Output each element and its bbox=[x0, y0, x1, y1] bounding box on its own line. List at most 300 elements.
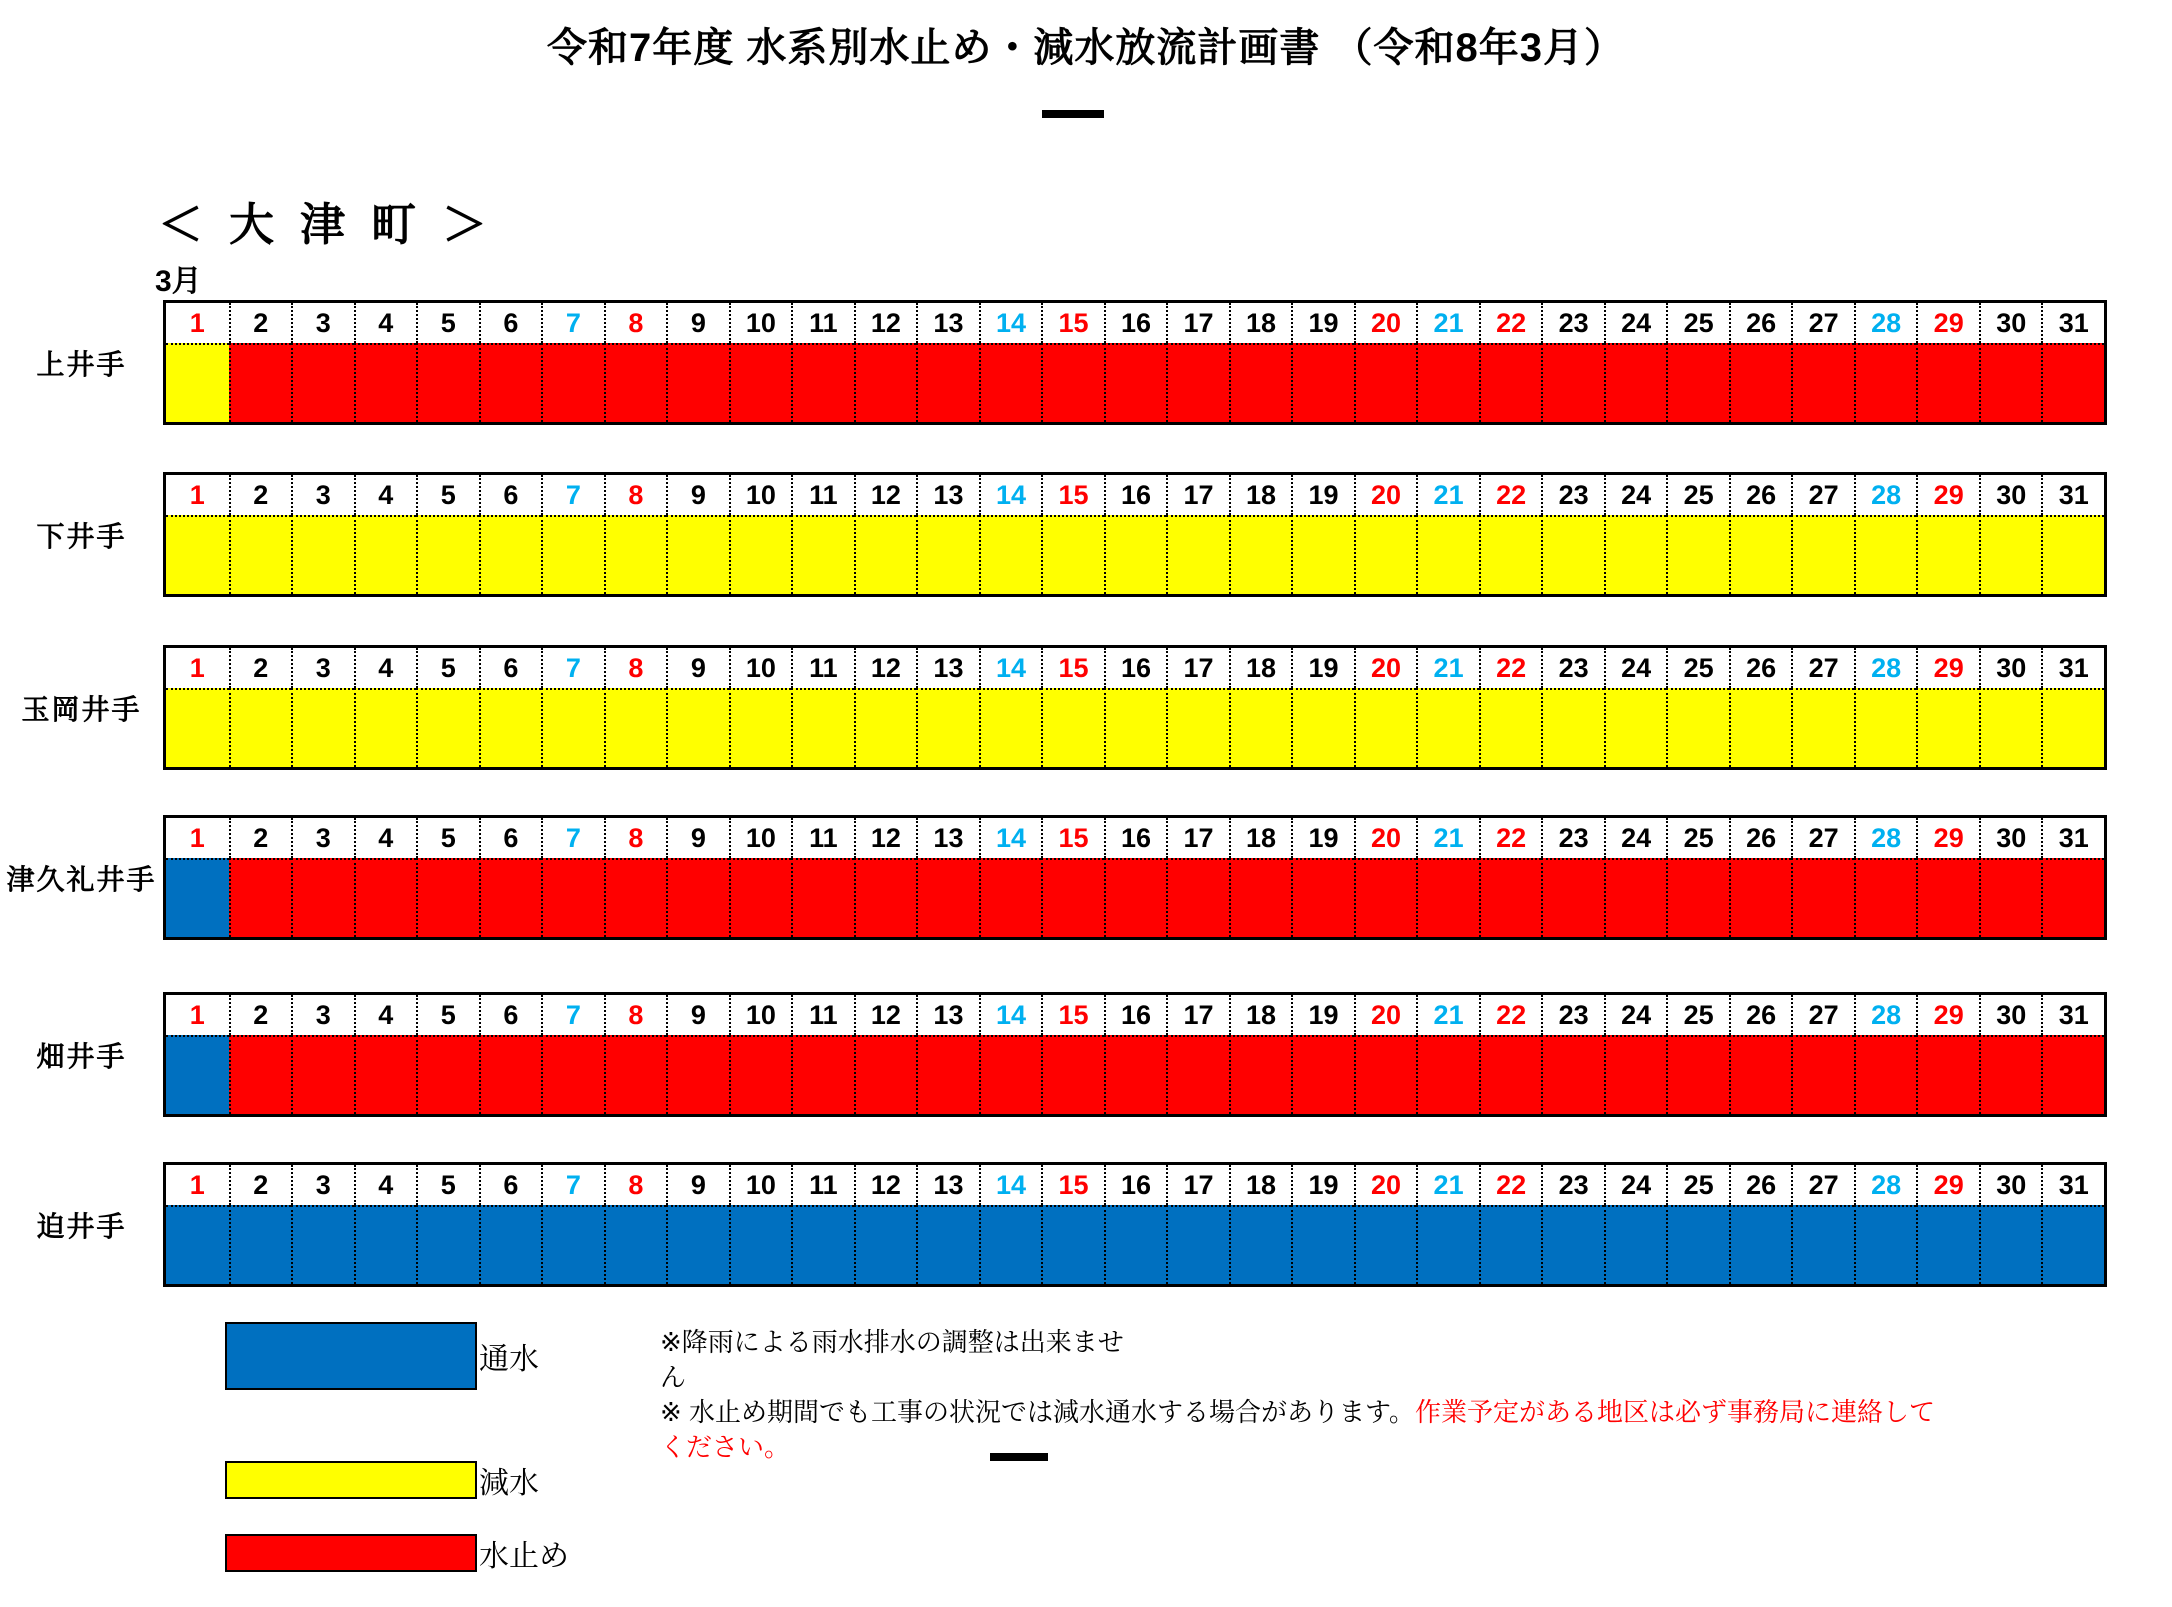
day-column bbox=[604, 995, 667, 1114]
schedule-cell-stop bbox=[729, 343, 792, 422]
day-column bbox=[1041, 995, 1104, 1114]
day-number: 13 bbox=[916, 995, 979, 1035]
day-number: 21 bbox=[1416, 475, 1479, 515]
schedule-cell-stop bbox=[354, 1035, 417, 1114]
schedule-cell-reduce bbox=[1854, 515, 1917, 594]
day-number: 23 bbox=[1541, 475, 1604, 515]
calendar-grid bbox=[163, 300, 2107, 425]
day-number: 24 bbox=[1604, 648, 1667, 688]
day-number: 26 bbox=[1729, 995, 1792, 1035]
day-number: 23 bbox=[1541, 1165, 1604, 1205]
day-number: 9 bbox=[666, 1165, 729, 1205]
day-column bbox=[1479, 303, 1542, 422]
day-column bbox=[1354, 995, 1417, 1114]
day-number: 5 bbox=[416, 648, 479, 688]
day-number: 1 bbox=[166, 475, 229, 515]
day-column bbox=[166, 475, 229, 594]
schedule-cell-flow bbox=[229, 1205, 292, 1284]
day-number: 14 bbox=[979, 1165, 1042, 1205]
day-column bbox=[1791, 1165, 1854, 1284]
day-number: 6 bbox=[479, 1165, 542, 1205]
row-label: 迫井手 bbox=[36, 1210, 127, 1242]
schedule-cell-stop bbox=[1791, 343, 1854, 422]
day-number: 21 bbox=[1416, 648, 1479, 688]
day-column bbox=[1979, 995, 2042, 1114]
schedule-cell-flow bbox=[1416, 1205, 1479, 1284]
day-column bbox=[291, 303, 354, 422]
day-number: 9 bbox=[666, 303, 729, 343]
day-column bbox=[416, 303, 479, 422]
day-number: 2 bbox=[229, 818, 292, 858]
schedule-cell-reduce bbox=[1041, 515, 1104, 594]
day-number: 17 bbox=[1166, 995, 1229, 1035]
day-number: 24 bbox=[1604, 303, 1667, 343]
day-number: 12 bbox=[854, 1165, 917, 1205]
day-number: 31 bbox=[2041, 995, 2104, 1035]
day-column bbox=[1854, 475, 1917, 594]
schedule-cell-stop bbox=[1916, 343, 1979, 422]
day-number: 11 bbox=[791, 303, 854, 343]
day-number: 14 bbox=[979, 475, 1042, 515]
day-column bbox=[1041, 303, 1104, 422]
schedule-cell-reduce bbox=[416, 688, 479, 767]
day-number: 6 bbox=[479, 475, 542, 515]
day-number: 29 bbox=[1916, 818, 1979, 858]
schedule-cell-stop bbox=[666, 343, 729, 422]
day-number: 13 bbox=[916, 648, 979, 688]
day-column bbox=[1041, 648, 1104, 767]
day-number: 26 bbox=[1729, 648, 1792, 688]
schedule-cell-stop bbox=[416, 1035, 479, 1114]
schedule-cell-flow bbox=[1791, 1205, 1854, 1284]
note-line-3 bbox=[660, 1395, 2120, 1430]
schedule-cell-flow bbox=[479, 1205, 542, 1284]
day-column bbox=[1979, 648, 2042, 767]
schedule-cell-reduce bbox=[1291, 515, 1354, 594]
day-column bbox=[291, 818, 354, 937]
day-column bbox=[979, 303, 1042, 422]
schedule-cell-flow bbox=[1916, 1205, 1979, 1284]
day-number: 12 bbox=[854, 648, 917, 688]
schedule-row-2 bbox=[36, 472, 2107, 597]
day-column bbox=[1979, 1165, 2042, 1284]
schedule-cell-reduce bbox=[854, 515, 917, 594]
schedule-cell-flow bbox=[1041, 1205, 1104, 1284]
schedule-row-5 bbox=[36, 992, 2107, 1117]
day-number: 27 bbox=[1791, 648, 1854, 688]
schedule-cell-flow bbox=[1479, 1205, 1542, 1284]
day-column bbox=[854, 1165, 917, 1284]
schedule-cell-reduce bbox=[166, 343, 229, 422]
day-column bbox=[1291, 1165, 1354, 1284]
day-column bbox=[1916, 818, 1979, 937]
schedule-cell-flow bbox=[354, 1205, 417, 1284]
day-number: 18 bbox=[1229, 995, 1292, 1035]
day-number: 3 bbox=[291, 995, 354, 1035]
day-number: 28 bbox=[1854, 475, 1917, 515]
schedule-cell-flow bbox=[1854, 1205, 1917, 1284]
day-number: 9 bbox=[666, 995, 729, 1035]
calendar-grid bbox=[163, 992, 2107, 1117]
section-title: ＜大津町＞ bbox=[158, 199, 514, 250]
calendar-grid bbox=[163, 815, 2107, 940]
day-column bbox=[354, 303, 417, 422]
day-column bbox=[1916, 1165, 1979, 1284]
legend-swatch-flow bbox=[225, 1322, 477, 1390]
day-number: 13 bbox=[916, 475, 979, 515]
row-label: 津久礼井手 bbox=[6, 863, 157, 895]
day-column bbox=[1479, 818, 1542, 937]
schedule-cell-stop bbox=[1666, 343, 1729, 422]
day-number: 4 bbox=[354, 1165, 417, 1205]
schedule-cell-reduce bbox=[291, 515, 354, 594]
day-column bbox=[1666, 475, 1729, 594]
day-number: 31 bbox=[2041, 475, 2104, 515]
schedule-cell-reduce bbox=[1416, 688, 1479, 767]
schedule-cell-stop bbox=[416, 343, 479, 422]
day-column bbox=[854, 475, 917, 594]
schedule-cell-stop bbox=[2041, 1035, 2104, 1114]
schedule-cell-flow bbox=[541, 1205, 604, 1284]
day-column bbox=[1854, 1165, 1917, 1284]
schedule-row-4 bbox=[6, 815, 2107, 940]
day-column bbox=[354, 818, 417, 937]
day-number: 24 bbox=[1604, 818, 1667, 858]
day-column bbox=[1479, 995, 1542, 1114]
day-number: 7 bbox=[541, 648, 604, 688]
note-line-2 bbox=[660, 1360, 2120, 1395]
day-column bbox=[1541, 648, 1604, 767]
day-column bbox=[1604, 648, 1667, 767]
day-column bbox=[1791, 818, 1854, 937]
day-number: 22 bbox=[1479, 1165, 1542, 1205]
row-label: 下井手 bbox=[36, 520, 127, 552]
day-column bbox=[1104, 303, 1167, 422]
schedule-cell-flow bbox=[979, 1205, 1042, 1284]
day-number: 17 bbox=[1166, 648, 1229, 688]
schedule-cell-reduce bbox=[1416, 515, 1479, 594]
day-number: 13 bbox=[916, 818, 979, 858]
day-number: 28 bbox=[1854, 648, 1917, 688]
day-column bbox=[979, 995, 1042, 1114]
day-column bbox=[854, 995, 917, 1114]
day-number: 3 bbox=[291, 1165, 354, 1205]
day-number: 27 bbox=[1791, 818, 1854, 858]
day-column bbox=[1604, 475, 1667, 594]
schedule-cell-reduce bbox=[229, 688, 292, 767]
day-number: 16 bbox=[1104, 818, 1167, 858]
day-column bbox=[416, 648, 479, 767]
schedule-cell-reduce bbox=[1229, 688, 1292, 767]
day-number: 10 bbox=[729, 648, 792, 688]
note-2-text: ん bbox=[660, 1362, 687, 1392]
day-number: 25 bbox=[1666, 818, 1729, 858]
day-number: 16 bbox=[1104, 303, 1167, 343]
schedule-cell-reduce bbox=[1604, 515, 1667, 594]
day-number: 5 bbox=[416, 818, 479, 858]
day-number: 25 bbox=[1666, 303, 1729, 343]
day-column bbox=[1354, 475, 1417, 594]
day-number: 25 bbox=[1666, 475, 1729, 515]
day-number: 27 bbox=[1791, 475, 1854, 515]
day-column bbox=[416, 995, 479, 1114]
day-column bbox=[1416, 303, 1479, 422]
schedule-cell-stop bbox=[1604, 1035, 1667, 1114]
schedule-cell-stop bbox=[1416, 858, 1479, 937]
schedule-cell-reduce bbox=[916, 515, 979, 594]
day-column bbox=[666, 648, 729, 767]
day-column bbox=[229, 303, 292, 422]
schedule-cell-reduce bbox=[916, 688, 979, 767]
schedule-cell-stop bbox=[541, 1035, 604, 1114]
schedule-cell-stop bbox=[1541, 858, 1604, 937]
day-number: 21 bbox=[1416, 303, 1479, 343]
schedule-cell-stop bbox=[1541, 1035, 1604, 1114]
day-column bbox=[1291, 303, 1354, 422]
day-number: 15 bbox=[1041, 1165, 1104, 1205]
day-number: 11 bbox=[791, 818, 854, 858]
day-number: 17 bbox=[1166, 303, 1229, 343]
notes-block bbox=[660, 1325, 2120, 1465]
day-number: 13 bbox=[916, 1165, 979, 1205]
day-number: 18 bbox=[1229, 648, 1292, 688]
schedule-cell-reduce bbox=[354, 688, 417, 767]
day-number: 6 bbox=[479, 303, 542, 343]
day-column bbox=[2041, 995, 2104, 1114]
schedule-cell-stop bbox=[979, 1035, 1042, 1114]
schedule-row-1 bbox=[36, 300, 2107, 425]
day-number: 6 bbox=[479, 648, 542, 688]
day-column bbox=[2041, 818, 2104, 937]
day-number: 16 bbox=[1104, 475, 1167, 515]
day-column bbox=[854, 648, 917, 767]
schedule-cell-reduce bbox=[1666, 688, 1729, 767]
schedule-cell-flow bbox=[666, 1205, 729, 1284]
day-number: 22 bbox=[1479, 818, 1542, 858]
day-number: 31 bbox=[2041, 648, 2104, 688]
schedule-cell-flow bbox=[1229, 1205, 1292, 1284]
day-column bbox=[854, 303, 917, 422]
day-column bbox=[729, 818, 792, 937]
day-number: 20 bbox=[1354, 475, 1417, 515]
day-column bbox=[1479, 1165, 1542, 1284]
schedule-cell-stop bbox=[1104, 1035, 1167, 1114]
day-number: 30 bbox=[1979, 303, 2042, 343]
day-number: 12 bbox=[854, 475, 917, 515]
day-column bbox=[1541, 303, 1604, 422]
day-column bbox=[791, 818, 854, 937]
schedule-cell-stop bbox=[1041, 1035, 1104, 1114]
day-column bbox=[791, 648, 854, 767]
schedule-cell-reduce bbox=[854, 688, 917, 767]
day-number: 24 bbox=[1604, 475, 1667, 515]
day-column bbox=[1729, 1165, 1792, 1284]
day-number: 24 bbox=[1604, 995, 1667, 1035]
day-number: 8 bbox=[604, 648, 667, 688]
day-column bbox=[729, 475, 792, 594]
day-column bbox=[1916, 648, 1979, 767]
schedule-cell-reduce bbox=[2041, 515, 2104, 594]
day-column bbox=[1354, 303, 1417, 422]
day-number: 13 bbox=[916, 303, 979, 343]
day-column bbox=[1604, 818, 1667, 937]
day-column bbox=[354, 1165, 417, 1284]
day-number: 17 bbox=[1166, 818, 1229, 858]
day-number: 15 bbox=[1041, 995, 1104, 1035]
day-column bbox=[1229, 303, 1292, 422]
schedule-cell-flow bbox=[1979, 1205, 2042, 1284]
day-number: 26 bbox=[1729, 1165, 1792, 1205]
schedule-cell-reduce bbox=[541, 688, 604, 767]
day-column bbox=[1854, 303, 1917, 422]
day-number: 31 bbox=[2041, 818, 2104, 858]
day-number: 7 bbox=[541, 1165, 604, 1205]
day-column bbox=[1229, 818, 1292, 937]
day-number: 21 bbox=[1416, 995, 1479, 1035]
day-column bbox=[791, 995, 854, 1114]
schedule-cell-stop bbox=[1854, 858, 1917, 937]
day-column bbox=[541, 1165, 604, 1284]
day-column bbox=[1104, 1165, 1167, 1284]
day-number: 8 bbox=[604, 475, 667, 515]
schedule-cell-reduce bbox=[1791, 688, 1854, 767]
schedule-cell-reduce bbox=[666, 688, 729, 767]
day-number: 18 bbox=[1229, 1165, 1292, 1205]
schedule-cell-reduce bbox=[1729, 515, 1792, 594]
schedule-cell-reduce bbox=[1479, 515, 1542, 594]
day-number: 18 bbox=[1229, 303, 1292, 343]
day-number: 17 bbox=[1166, 1165, 1229, 1205]
day-column bbox=[1229, 475, 1292, 594]
schedule-cell-reduce bbox=[1854, 688, 1917, 767]
day-number: 5 bbox=[416, 995, 479, 1035]
day-number: 22 bbox=[1479, 648, 1542, 688]
day-column bbox=[916, 475, 979, 594]
day-number: 7 bbox=[541, 995, 604, 1035]
day-column bbox=[541, 995, 604, 1114]
day-column bbox=[1791, 303, 1854, 422]
day-column bbox=[416, 1165, 479, 1284]
schedule-cell-stop bbox=[1916, 858, 1979, 937]
schedule-cell-flow bbox=[291, 1205, 354, 1284]
day-column bbox=[166, 995, 229, 1114]
schedule-cell-stop bbox=[1354, 858, 1417, 937]
title-dash bbox=[1042, 110, 1104, 118]
day-column bbox=[1166, 1165, 1229, 1284]
schedule-cell-reduce bbox=[166, 688, 229, 767]
schedule-cell-stop bbox=[1416, 1035, 1479, 1114]
schedule-cell-reduce bbox=[1541, 688, 1604, 767]
schedule-cell-reduce bbox=[791, 688, 854, 767]
day-column bbox=[666, 475, 729, 594]
schedule-cell-flow bbox=[1666, 1205, 1729, 1284]
day-column bbox=[916, 303, 979, 422]
day-number: 2 bbox=[229, 995, 292, 1035]
row-label: 上井手 bbox=[36, 348, 127, 380]
day-number: 31 bbox=[2041, 1165, 2104, 1205]
day-column bbox=[1291, 818, 1354, 937]
schedule-cell-stop bbox=[1791, 1035, 1854, 1114]
schedule-cell-stop bbox=[854, 343, 917, 422]
day-number: 17 bbox=[1166, 475, 1229, 515]
legend-item-stop bbox=[225, 1531, 569, 1575]
schedule-cell-stop bbox=[1479, 1035, 1542, 1114]
legend-item-flow bbox=[225, 1322, 539, 1390]
day-number: 3 bbox=[291, 303, 354, 343]
schedule-cell-stop bbox=[604, 858, 667, 937]
day-column bbox=[541, 648, 604, 767]
day-column bbox=[1979, 303, 2042, 422]
day-number: 11 bbox=[791, 475, 854, 515]
day-number: 23 bbox=[1541, 303, 1604, 343]
day-column bbox=[1479, 648, 1542, 767]
day-column bbox=[2041, 1165, 2104, 1284]
day-column bbox=[1041, 818, 1104, 937]
day-number: 29 bbox=[1916, 995, 1979, 1035]
schedule-cell-stop bbox=[1666, 858, 1729, 937]
row-label: 畑井手 bbox=[36, 1040, 127, 1072]
day-column bbox=[666, 303, 729, 422]
schedule-cell-stop bbox=[791, 343, 854, 422]
day-number: 4 bbox=[354, 818, 417, 858]
day-column bbox=[291, 1165, 354, 1284]
day-number: 7 bbox=[541, 818, 604, 858]
schedule-cell-stop bbox=[291, 343, 354, 422]
schedule-cell-stop bbox=[1604, 343, 1667, 422]
schedule-cell-stop bbox=[1916, 1035, 1979, 1114]
schedule-cell-reduce bbox=[1541, 515, 1604, 594]
day-number: 19 bbox=[1291, 818, 1354, 858]
schedule-cell-stop bbox=[541, 343, 604, 422]
day-column bbox=[1979, 475, 2042, 594]
day-number: 19 bbox=[1291, 475, 1354, 515]
day-number: 16 bbox=[1104, 648, 1167, 688]
day-column bbox=[1916, 475, 1979, 594]
schedule-row-3 bbox=[21, 645, 2107, 770]
day-column bbox=[1354, 818, 1417, 937]
day-number: 30 bbox=[1979, 995, 2042, 1035]
schedule-cell-stop bbox=[916, 858, 979, 937]
schedule-cell-reduce bbox=[479, 515, 542, 594]
day-number: 19 bbox=[1291, 995, 1354, 1035]
day-column bbox=[1729, 475, 1792, 594]
day-number: 20 bbox=[1354, 1165, 1417, 1205]
day-number: 29 bbox=[1916, 303, 1979, 343]
schedule-cell-stop bbox=[1666, 1035, 1729, 1114]
day-number: 10 bbox=[729, 475, 792, 515]
note-line-1 bbox=[660, 1325, 2120, 1360]
day-column bbox=[791, 303, 854, 422]
schedule-cell-flow bbox=[916, 1205, 979, 1284]
note-3-red-text: 作業予定がある地区は必ず事務局に連絡して bbox=[1414, 1397, 1935, 1427]
day-number: 8 bbox=[604, 1165, 667, 1205]
day-column bbox=[229, 995, 292, 1114]
schedule-cell-reduce bbox=[541, 515, 604, 594]
schedule-cell-stop bbox=[916, 1035, 979, 1114]
day-number: 27 bbox=[1791, 995, 1854, 1035]
schedule-cell-flow bbox=[1291, 1205, 1354, 1284]
schedule-cell-reduce bbox=[729, 688, 792, 767]
day-column bbox=[354, 475, 417, 594]
day-column bbox=[604, 1165, 667, 1284]
note-line-4: ください。 bbox=[660, 1432, 791, 1462]
legend-label-stop: 水止め bbox=[479, 1540, 569, 1573]
day-column bbox=[1541, 818, 1604, 937]
day-number: 30 bbox=[1979, 475, 2042, 515]
schedule-cell-stop bbox=[729, 1035, 792, 1114]
calendar-grid bbox=[163, 472, 2107, 597]
day-number: 19 bbox=[1291, 1165, 1354, 1205]
